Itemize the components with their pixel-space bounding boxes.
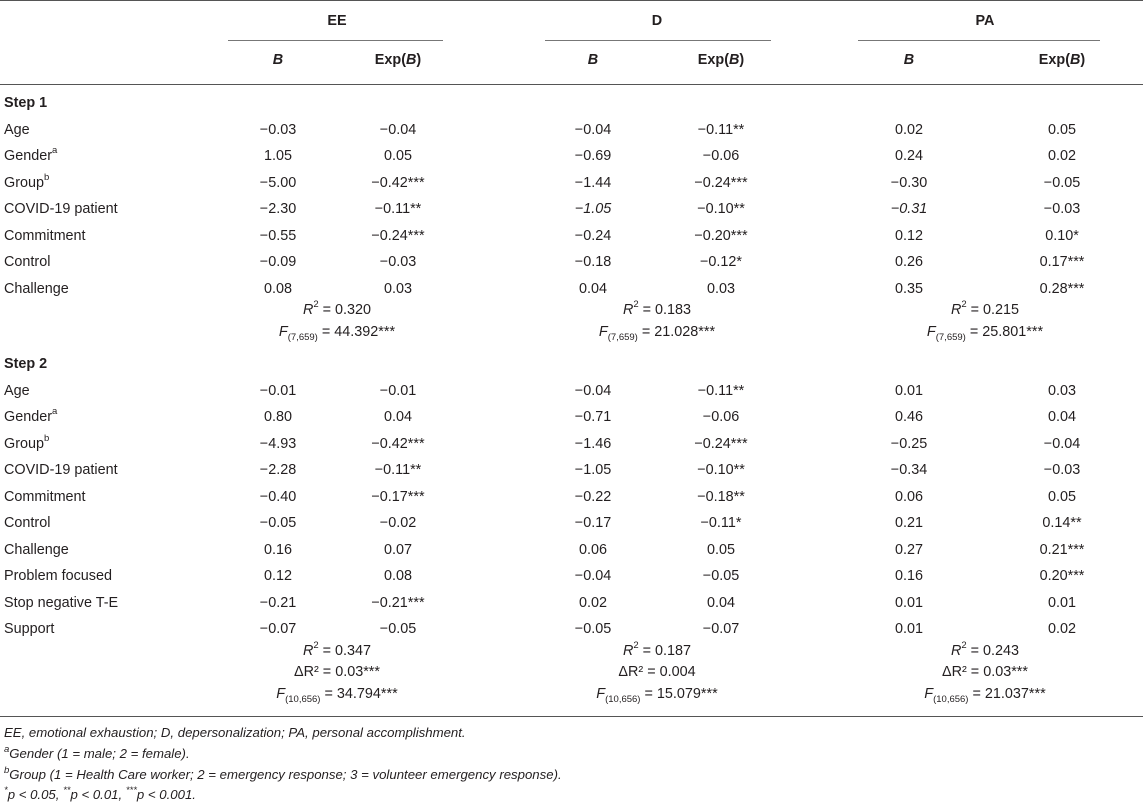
- r-squared: [623, 301, 691, 319]
- value-cell: −0.11**: [374, 462, 422, 478]
- value-cell: −0.01: [379, 382, 417, 399]
- value-cell: 0.46: [894, 409, 924, 425]
- row-label-text: Group: [4, 174, 44, 191]
- r-squared: [302, 639, 372, 660]
- value-cell: −0.21***: [371, 594, 425, 611]
- delta-r-squared: [294, 663, 380, 681]
- value-cell: 0.24: [894, 148, 924, 164]
- f-value: 21.028***: [654, 323, 716, 340]
- value-cell: −0.05: [259, 515, 297, 531]
- row-label: [4, 514, 50, 532]
- value-cell: 0.80: [263, 409, 293, 425]
- r-symbol: R: [622, 642, 634, 659]
- row-label: [4, 408, 57, 426]
- value-cell: −0.09: [259, 254, 297, 270]
- row-label: [4, 200, 118, 218]
- sig-text-3: p < 0.001.: [136, 787, 196, 802]
- value-cell: −1.46: [574, 435, 612, 452]
- value-cell: −0.01: [259, 382, 297, 399]
- value-cell: −0.03: [259, 121, 297, 138]
- column-header-exp-var: B: [728, 52, 740, 68]
- f-statistic: [596, 685, 717, 703]
- r-squared: [951, 301, 1019, 319]
- value-cell: 0.08: [383, 568, 413, 584]
- row-label-footnote-mark: b: [44, 432, 50, 444]
- value-cell: −0.71: [574, 409, 612, 425]
- footnote-gender-text: Gender (1 = male; 2 = female).: [9, 746, 190, 761]
- step-title: Step 1: [4, 95, 48, 111]
- footnote-group-mark: b: [4, 764, 10, 776]
- r-symbol: R: [622, 302, 634, 318]
- r-equals: =: [318, 642, 336, 659]
- value-cell: −0.17: [574, 515, 612, 531]
- row-label-text: Stop negative T-E: [4, 594, 119, 611]
- f-equals: =: [968, 685, 985, 702]
- value-cell: 0.02: [578, 594, 608, 611]
- value-cell: 0.27: [894, 541, 924, 558]
- table-bottom-rule: [0, 716, 1143, 717]
- value-cell: −0.25: [890, 435, 928, 452]
- f-statistic: [279, 323, 395, 341]
- sig-text-2: p < 0.01,: [70, 787, 126, 802]
- row-label-text: Challenge: [4, 541, 69, 558]
- step-title: Step 2: [4, 356, 48, 372]
- r-equals: =: [638, 642, 656, 659]
- r-symbol: R: [302, 302, 314, 318]
- value-cell: 0.17***: [1039, 254, 1085, 270]
- value-cell: 0.01: [894, 621, 924, 637]
- value-cell: −0.40: [259, 488, 297, 505]
- value-cell: −0.02: [379, 515, 417, 531]
- value-cell: −0.04: [574, 382, 612, 399]
- group-header: D: [651, 13, 663, 29]
- r-symbol: R: [950, 642, 962, 659]
- value-cell: 0.06: [578, 541, 608, 558]
- value-cell: −0.04: [574, 568, 612, 584]
- group-subrule: [228, 40, 443, 41]
- footnote-abbreviations: EE, emotional exhaustion; D, depersonalization; PA, personal accomplishment.: [4, 725, 466, 740]
- top-rule: [0, 0, 1143, 1]
- row-label: [4, 432, 50, 453]
- f-symbol: F: [924, 685, 934, 702]
- r-squared: [622, 639, 692, 660]
- row-label-text: Gender: [4, 409, 52, 425]
- row-label: [4, 461, 118, 479]
- r-equals: =: [638, 302, 656, 318]
- delta-r-squared: [618, 663, 695, 681]
- f-value: 21.037***: [984, 685, 1046, 702]
- value-cell: −0.42***: [371, 435, 425, 452]
- value-cell: −2.30: [259, 201, 297, 217]
- value-cell: −0.24: [574, 227, 612, 244]
- group-subrule: [545, 40, 771, 41]
- value-cell: −0.07: [259, 621, 297, 637]
- value-cell: 0.03: [1047, 382, 1077, 399]
- row-label-footnote-mark: b: [44, 171, 50, 183]
- column-header-exp-var: B: [1069, 52, 1081, 68]
- row-label: [4, 541, 69, 559]
- value-cell: −0.22: [574, 488, 612, 505]
- row-label-text: COVID-19 patient: [4, 201, 118, 217]
- row-label-text: Group: [4, 435, 44, 452]
- delta-r-squared-value: 0.004: [659, 664, 696, 680]
- delta-r-label: ΔR²: [618, 664, 644, 680]
- group-subrule: [858, 40, 1100, 41]
- value-cell: 0.16: [263, 541, 293, 558]
- r-symbol: R: [950, 302, 962, 318]
- value-cell: 0.10*: [1045, 227, 1079, 244]
- row-label-text: Gender: [4, 148, 52, 164]
- value-cell: 0.14**: [1042, 515, 1082, 531]
- row-label: [4, 620, 54, 638]
- row-label: [4, 253, 50, 271]
- value-cell: 0.21***: [1039, 541, 1085, 558]
- footnote-significance: [4, 786, 196, 804]
- sig-mark-1: *: [4, 784, 8, 796]
- r-exponent: 2: [633, 639, 639, 651]
- value-cell: −0.11**: [697, 382, 745, 399]
- value-cell: −1.44: [574, 174, 612, 191]
- r-squared: [950, 639, 1020, 660]
- value-cell: 0.04: [706, 594, 736, 611]
- value-cell: 0.04: [578, 280, 608, 297]
- r-squared-value: 0.320: [335, 302, 372, 318]
- value-cell: −0.07: [702, 621, 740, 637]
- row-label: [4, 594, 118, 612]
- value-cell: −0.11*: [700, 515, 742, 531]
- r-exponent: 2: [313, 639, 319, 651]
- f-degrees-of-freedom: (7,659): [287, 331, 318, 343]
- value-cell: −2.28: [259, 462, 297, 478]
- delta-r-squared: [942, 663, 1028, 681]
- value-cell: 0.21: [894, 515, 924, 531]
- sig-mark-2: **: [63, 784, 71, 796]
- column-header-exp-var: B: [405, 52, 417, 68]
- f-equals: =: [317, 323, 335, 340]
- value-cell: 0.05: [706, 541, 736, 558]
- value-cell: 0.01: [894, 382, 924, 399]
- footnote-group: [4, 766, 562, 784]
- value-cell: −0.55: [259, 227, 297, 244]
- r-squared-value: 0.187: [655, 642, 692, 659]
- delta-r-equals: =: [966, 664, 984, 680]
- delta-r-label: ΔR²: [293, 664, 319, 680]
- f-equals: =: [965, 323, 983, 340]
- row-label: [4, 121, 30, 139]
- value-cell: −0.04: [574, 121, 612, 138]
- value-cell: 0.05: [1047, 121, 1077, 138]
- column-header-expb: [698, 51, 744, 69]
- value-cell: −0.11**: [697, 121, 745, 138]
- row-label: [4, 488, 86, 506]
- column-header-b: B: [903, 52, 915, 68]
- f-value: 34.794***: [336, 685, 398, 702]
- value-cell: −0.05: [574, 621, 612, 637]
- value-cell: −1.05: [574, 201, 612, 217]
- value-cell: 1.05: [263, 148, 293, 164]
- f-equals: =: [320, 685, 337, 702]
- header-bottom-rule: [0, 84, 1143, 85]
- row-label-text: Control: [4, 515, 51, 531]
- column-header-b: B: [272, 52, 284, 68]
- row-label-text: Age: [4, 121, 30, 138]
- f-symbol: F: [276, 685, 286, 702]
- column-header-b: B: [587, 52, 599, 68]
- value-cell: −0.18: [574, 254, 612, 270]
- value-cell: −0.06: [702, 409, 740, 425]
- value-cell: 0.03: [706, 280, 736, 297]
- value-cell: 0.01: [894, 594, 924, 611]
- f-degrees-of-freedom: (10,656): [605, 693, 641, 705]
- value-cell: −0.24***: [694, 174, 748, 191]
- value-cell: 0.02: [1047, 621, 1077, 637]
- r-squared-value: 0.215: [983, 302, 1020, 318]
- f-value: 25.801***: [982, 323, 1044, 340]
- row-label: [4, 227, 86, 245]
- footnote-gender-mark: a: [4, 743, 10, 755]
- f-statistic: [924, 685, 1045, 703]
- row-label-text: Control: [4, 254, 51, 270]
- value-cell: −0.30: [890, 174, 928, 191]
- r-squared-value: 0.347: [335, 642, 372, 659]
- delta-r-equals: =: [643, 664, 660, 680]
- f-equals: =: [640, 685, 657, 702]
- value-cell: 0.05: [1047, 488, 1077, 505]
- value-cell: 0.07: [383, 541, 413, 558]
- f-degrees-of-freedom: (10,656): [933, 693, 969, 705]
- value-cell: −0.20***: [694, 227, 748, 244]
- value-cell: −0.69: [574, 148, 612, 164]
- r-squared-value: 0.243: [983, 642, 1020, 659]
- value-cell: −0.10**: [697, 462, 745, 478]
- value-cell: 0.01: [1047, 594, 1077, 611]
- row-label: [4, 382, 30, 400]
- f-equals: =: [637, 323, 655, 340]
- row-label-footnote-mark: a: [52, 406, 58, 418]
- f-statistic: [276, 685, 397, 703]
- value-cell: 0.12: [263, 568, 293, 584]
- row-label-text: Commitment: [4, 227, 86, 244]
- row-label: [4, 171, 50, 192]
- r-exponent: 2: [313, 299, 319, 311]
- value-cell: 0.02: [894, 121, 924, 138]
- value-cell: −4.93: [259, 435, 297, 452]
- column-header-exp-prefix: Exp(: [374, 52, 406, 68]
- column-header-exp-suffix: ): [1080, 52, 1086, 68]
- value-cell: −0.04: [1043, 435, 1081, 452]
- r-equals: =: [966, 302, 984, 318]
- column-header-exp-suffix: ): [739, 52, 745, 68]
- value-cell: −0.06: [702, 148, 740, 164]
- value-cell: −0.12*: [699, 254, 743, 270]
- value-cell: 0.02: [1047, 148, 1077, 164]
- row-label-text: Support: [4, 621, 55, 637]
- f-degrees-of-freedom: (10,656): [285, 693, 321, 705]
- value-cell: 0.03: [383, 280, 413, 297]
- r-symbol: R: [302, 642, 314, 659]
- row-label: [4, 147, 57, 165]
- value-cell: 0.08: [263, 280, 293, 297]
- value-cell: −0.21: [259, 594, 297, 611]
- value-cell: 0.16: [894, 568, 924, 584]
- sig-text-1: p < 0.05,: [7, 787, 64, 802]
- delta-r-squared-value: 0.03***: [335, 664, 381, 680]
- value-cell: 0.04: [383, 409, 413, 425]
- f-degrees-of-freedom: (7,659): [607, 331, 638, 343]
- group-header: EE: [327, 13, 347, 29]
- value-cell: −0.05: [1043, 174, 1081, 191]
- r-equals: =: [318, 302, 336, 318]
- column-header-expb: [1039, 51, 1085, 69]
- row-label-text: Commitment: [4, 488, 86, 505]
- value-cell: 0.35: [894, 280, 924, 297]
- value-cell: −0.34: [890, 462, 928, 478]
- value-cell: 0.28***: [1039, 280, 1085, 297]
- row-label-text: Age: [4, 382, 30, 399]
- r-equals: =: [966, 642, 984, 659]
- column-header-expb: [375, 51, 421, 69]
- f-symbol: F: [926, 323, 936, 340]
- value-cell: −0.31: [890, 201, 928, 217]
- value-cell: −0.05: [379, 621, 417, 637]
- value-cell: −5.00: [259, 174, 297, 191]
- r-exponent: 2: [961, 639, 967, 651]
- column-header-exp-suffix: ): [416, 52, 422, 68]
- value-cell: 0.06: [894, 488, 924, 505]
- value-cell: −0.24***: [371, 227, 425, 244]
- row-label: [4, 567, 112, 585]
- value-cell: −0.10**: [697, 201, 745, 217]
- delta-r-equals: =: [318, 664, 336, 680]
- value-cell: −0.17***: [371, 488, 425, 505]
- row-label-text: Challenge: [4, 280, 69, 297]
- value-cell: −0.04: [379, 121, 417, 138]
- value-cell: −1.05: [574, 462, 612, 478]
- r-exponent: 2: [961, 299, 967, 311]
- value-cell: −0.11**: [374, 201, 422, 217]
- delta-r-label: ΔR²: [941, 664, 967, 680]
- value-cell: −0.24***: [694, 435, 748, 452]
- row-label-text: Problem focused: [4, 568, 112, 584]
- f-value: 44.392***: [334, 323, 396, 340]
- f-statistic: [599, 323, 715, 341]
- f-value: 15.079***: [656, 685, 718, 702]
- group-header: PA: [975, 13, 995, 29]
- value-cell: −0.05: [702, 568, 740, 584]
- value-cell: 0.04: [1047, 409, 1077, 425]
- value-cell: −0.03: [379, 254, 417, 270]
- row-label: [4, 280, 69, 298]
- f-symbol: F: [278, 323, 288, 340]
- value-cell: 0.20***: [1039, 568, 1085, 584]
- column-header-exp-prefix: Exp(: [697, 52, 729, 68]
- sig-mark-3: ***: [125, 784, 137, 796]
- footnote-group-text: Group (1 = Health Care worker; 2 = emergency response; 3 = volunteer emergency response).: [9, 767, 562, 782]
- f-degrees-of-freedom: (7,659): [935, 331, 966, 343]
- value-cell: −0.03: [1043, 462, 1081, 478]
- row-label-text: COVID-19 patient: [4, 462, 118, 478]
- value-cell: 0.12: [894, 227, 924, 244]
- f-symbol: F: [596, 685, 606, 702]
- r-squared: [303, 301, 371, 319]
- value-cell: −0.42***: [371, 174, 425, 191]
- footnote-gender: [4, 745, 190, 763]
- f-statistic: [927, 323, 1043, 341]
- delta-r-squared-value: 0.03***: [983, 664, 1029, 680]
- r-squared-value: 0.183: [655, 302, 692, 318]
- value-cell: −0.18**: [697, 488, 745, 505]
- row-label-footnote-mark: a: [52, 145, 58, 157]
- value-cell: 0.26: [894, 254, 924, 270]
- column-header-exp-prefix: Exp(: [1038, 52, 1070, 68]
- value-cell: −0.03: [1043, 201, 1081, 217]
- value-cell: 0.05: [383, 148, 413, 164]
- r-exponent: 2: [633, 299, 639, 311]
- f-symbol: F: [598, 323, 608, 340]
